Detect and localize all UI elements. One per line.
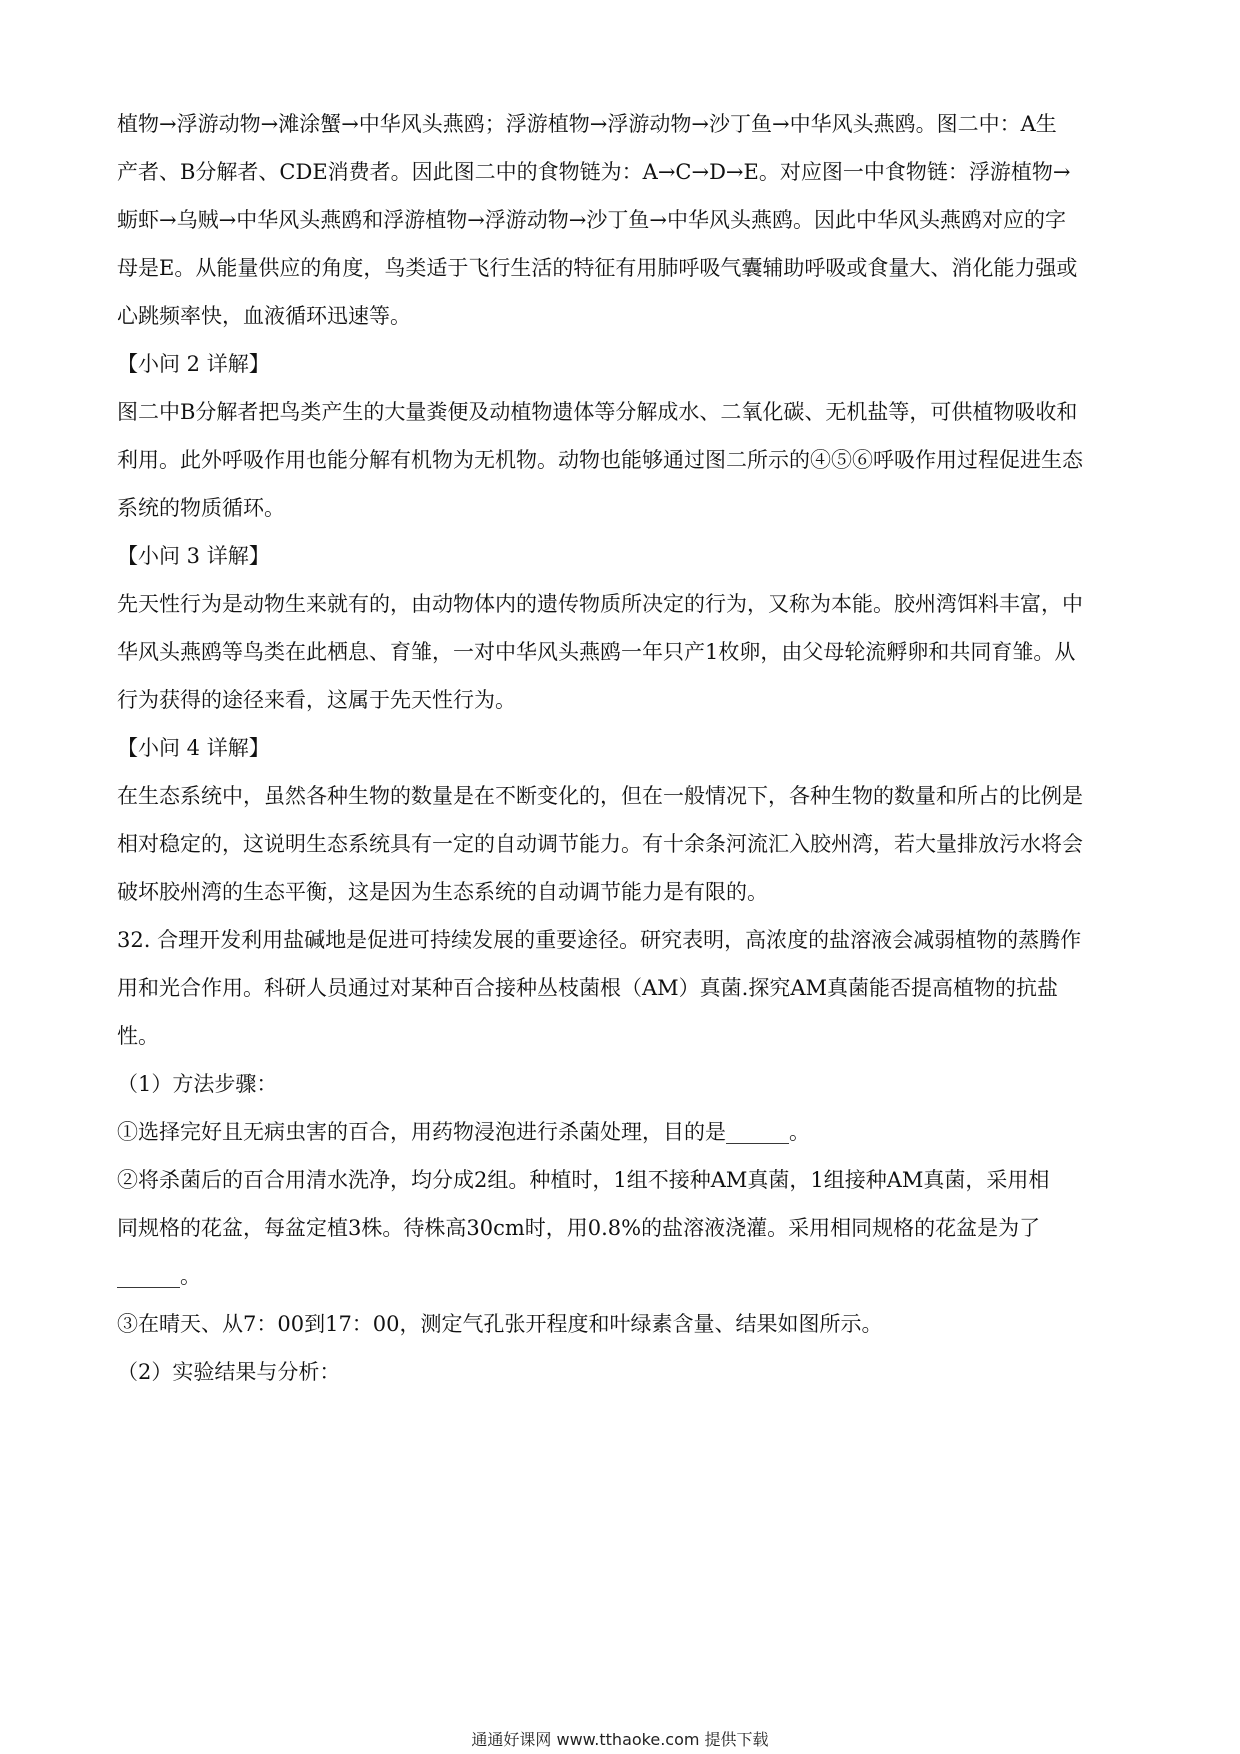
text-line: 在生态系统中，虽然各种生物的数量是在不断变化的，但在一般情况下，各种生物的数量和所占的比例是 [117,784,1083,808]
step-3: ③在晴天、从7：00到17：00，测定气孔张开程度和叶绿素含量、结果如图所示。 [117,1312,883,1336]
document-body [117,100,1127,1396]
question-32-line: 用和光合作用。科研人员通过对某种百合接种丛枝菌根（AM）真菌.探究AM真菌能否提高植物的抗盐 [117,976,1059,1000]
text-line: 行为获得的途径来看，这属于先天性行为。 [117,688,516,712]
results-heading: （2）实验结果与分析： [117,1360,341,1384]
text-line: 华风头燕鸥等鸟类在此栖息、育雏，一对中华风头燕鸥一年只产1枚卵，由父母轮流孵卵和共同育雏。从 [117,640,1076,664]
text-line: 心跳频率快，血液循环迅速等。 [117,304,411,328]
section-heading-q3: 【小问 3 详解】 [117,544,270,568]
text-line: 相对稳定的，这说明生态系统具有一定的自动调节能力。有十余条河流汇入胶州湾，若大量排放污水将会 [117,832,1083,856]
text-line: 先天性行为是动物生来就有的，由动物体内的遗传物质所决定的行为，又称为本能。胶州湾饵料丰富，中 [117,592,1083,616]
method-steps-heading: （1）方法步骤： [117,1072,278,1096]
text-line: 破坏胶州湾的生态平衡，这是因为生态系统的自动调节能力是有限的。 [117,880,768,904]
text-line: 图二中B分解者把鸟类产生的大量粪便及动植物遗体等分解成水、二氧化碳、无机盐等，可供植物吸收和 [117,400,1078,424]
text-line: 利用。此外呼吸作用也能分解有机物为无机物。动物也能够通过图二所示的④⑤⑥呼吸作用过程促进生态 [117,448,1083,472]
step-2-line: 同规格的花盆，每盆定植3株。待株高30cm时，用0.8%的盐溶液浇灌。采用相同规格的花盆是为了 [117,1216,1041,1240]
step-2-line: ______。 [117,1264,201,1288]
question-32-line: 性。 [117,1024,159,1048]
footer-source: 通通好课网 www.tthaoke.com 提供下载 [471,1730,769,1749]
text-line: 系统的物质循环。 [117,496,285,520]
step-2-line: ②将杀菌后的百合用清水洗净，均分成2组。种植时，1组不接种AM真菌，1组接种AM真菌，采用相 [117,1168,1050,1192]
section-heading-q4: 【小问 4 详解】 [117,736,270,760]
text-line: 蛎虾→乌贼→中华风头燕鸥和浮游植物→浮游动物→沙丁鱼→中华风头燕鸥。因此中华风头燕鸥对应的字 [117,208,1066,232]
text-line: 植物→浮游动物→滩涂蟹→中华风头燕鸥；浮游植物→浮游动物→沙丁鱼→中华风头燕鸥。图二中：A生 [117,112,1057,136]
section-heading-q2: 【小问 2 详解】 [117,352,270,376]
step-1: ①选择完好且无病虫害的百合，用药物浸泡进行杀菌处理，目的是______。 [117,1120,810,1144]
text-line: 母是E。从能量供应的角度，鸟类适于飞行生活的特征有用肺呼吸气囊辅助呼吸或食量大、消化能力强或 [117,256,1078,280]
question-32-line: 32. 合理开发利用盐碱地是促进可持续发展的重要途径。研究表明，高浓度的盐溶液会减弱植物的蒸腾作 [117,928,1082,952]
text-line: 产者、B分解者、CDE消费者。因此图二中的食物链为：A→C→D→E。对应图一中食物链：浮游植物→ [117,160,1071,184]
